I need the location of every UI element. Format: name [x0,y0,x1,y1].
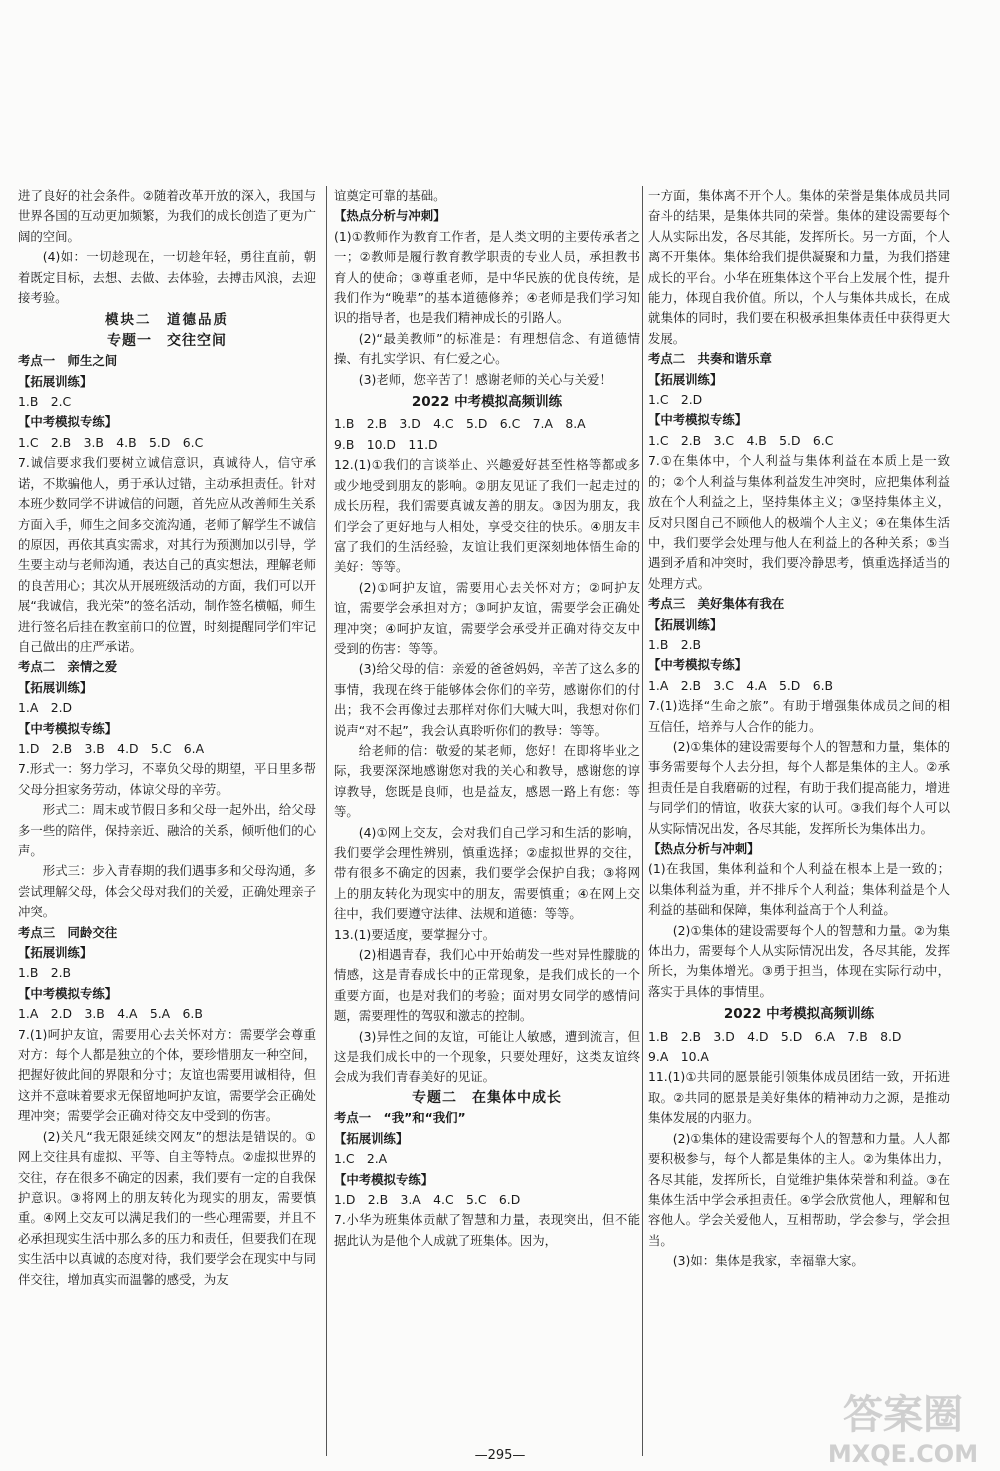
answer-paragraph: (4)如：一切趁现在，一切趁年轻，勇往直前，朝着既定目标，去想、去做、去体验，去搏击风浪，去迎接考验。 [18,249,316,306]
answer-paragraph: 7.①在集体中，个人利益与集体利益在本质上是一致的；②个人利益与集体利益发生冲突时，应把集体利益放在个人利益之上，坚持集体主义；③坚持集体主义，反对只图自己不顾他人的极端个人主义；④在集体生活中，我们要学会处理与他人在利益上的各种关系；⑤当遇到矛盾和冲突时，我们要冷静思考，慎重选择适当的处理方式。 [648,453,950,591]
answer-paragraph: 1.B 2.B 3.D 4.C 5.D 6.C 7.A 8.A [334,416,586,432]
answer-paragraph: 9.A 10.A [648,1049,709,1065]
answer-paragraph: (2)①集体的建设需要每个人的智慧和力量。②为集体出力，需要每个人从实际情况出发，各尽其能，发挥所长，为集体增光。③勇于担当，体现在实际行动中，落实于具体的事情里。 [648,922,950,999]
answer-paragraph: 1.B 2.C [18,394,72,410]
exam-point-heading: 考点二 亲情之爱 [18,659,118,675]
section-tag: 【中考模拟专练】 [18,985,118,1001]
answer-paragraph: 1.B 2.B [648,636,702,652]
answer-paragraph: (1)在我国，集体利益和个人利益在根本上是一致的；以集体利益为重，并不排斥个人利益；集体利益是个人利益的基础和保障，集体利益高于个人利益。 [648,861,950,918]
answer-paragraph: 7.(1)呵护友谊，需要用心去关怀对方：需要学会尊重对方：每个人都是独立的个体，要珍惜朋友一种空间，把握好彼此间的界限和分寸；友谊也需要用诚相待，但这并不意味着要求无保留地呵护友谊，需要学会正确处理冲突；需要学会正确对待交友中受到的伤害。 [18,1026,316,1124]
practice-heading: 2022 中考模拟高频训练 [411,394,563,411]
right-column [648,186,950,1272]
answer-paragraph: 1.C 2.A [334,1151,388,1167]
answer-paragraph: 一方面，集体离不开个人。集体的荣誉是集体成员共同奋斗的结果，是集体共同的荣誉。集体的建设需要每个人从实际出发，各尽其能，发挥所长。另一方面，个人离不开集体。集体给我们提供凝聚和力量，为我们搭建成长的平台。小华在班集体这个平台上发展个性，提升能力，体现自我价值。所以，个人与集体共成长，在成就集体的同时，我们要在积极承担集体责任中获得更大发展。 [648,188,950,346]
answer-paragraph: 12.(1)①我们的言谈举止、兴趣爱好甚至性格等都或多或少地受到朋友的影响。②朋友见证了我们一起走过的成长历程，我们需要真诚友善的朋友。③因为朋友，我们学会了更好地与人相处，享受交往的快乐。④朋友丰富了我们的生活经验，友谊让我们更深刻地体悟生命的美好：等等。 [334,457,640,575]
answer-paragraph: (3)给父母的信：亲爱的爸爸妈妈，辛苦了这么多的事情，我现在终于能够体会你们的辛劳，感谢你们的付出；我不会再像过去那样对你们大喊大叫，我想对你们说声“对不起”，我会认真聆听你们的教导：等等。 [334,661,640,738]
answer-paragraph: 形式二：周末或节假日多和父母一起外出，给父母多一些的陪伴，保持亲近、融洽的关系，倾听他们的心声。 [18,802,316,858]
answer-paragraph: (4)①网上交友，会对我们自己学习和生活的影响，我们要学会理性辨别，慎重选择；②虚拟世界的交往，带有很多不确定的因素，我们要学会保护自我；③将网上的朋友转化为现实中的朋友，需要慎重；④在网上交往中，我们要遵守法律、法规和道德：等等。 [334,824,640,922]
section-tag: 【拓展训练】 [18,679,93,695]
practice-heading: 2022 中考模拟高频训练 [723,1006,875,1023]
exam-point-heading: 考点三 同龄交往 [18,924,118,940]
answer-paragraph: 给老师的信：敬爱的某老师，您好！在即将毕业之际，我要深深地感谢您对我的关心和教导，感谢您的谆谆教导，您既是良师，也是益友，感恩一路上有您：等等。 [334,742,640,820]
answer-paragraph: 13.(1)要适度，要掌握分寸。 [334,926,496,942]
answer-paragraph: (3)如：集体是我家，幸福靠大家。 [672,1253,864,1269]
module-heading: 模块二 道德品质 [105,312,229,329]
answer-paragraph: (2)①集体的建设需要每个人的智慧和力量，集体的事务需要每个人去分担，每个人都是集体的主人。②承担责任是自我磨砺的过程，有助于我们提高能力，增进与同学们的情谊，收获大家的认可。③我们每个人可以从实际情况出发，各尽其能，发挥所长为集体出力。 [648,738,950,836]
answer-paragraph: 1.C 2.D [648,392,703,408]
section-tag: 【热点分析与冲刺】 [334,208,446,224]
answer-paragraph: 1.D 2.B 3.A 4.C 5.C 6.D [334,1191,521,1207]
answer-paragraph: 1.C 2.B 3.C 4.B 5.D 6.C [648,432,834,448]
topic-heading: 专题二 在集体中成长 [412,1089,562,1106]
answer-paragraph: 1.C 2.B 3.B 4.B 5.D 6.C [18,434,204,450]
answer-paragraph: 1.D 2.B 3.B 4.D 5.C 6.A [18,740,205,756]
answer-paragraph: 谊奠定可靠的基础。 [334,188,446,203]
answer-paragraph: (2)①集体的建设需要每个人的智慧和力量。人人都要积极参与，每个人都是集体的主人。②为集体出力，各尽其能，发挥所长，自觉维护集体荣誉和利益。③在集体生活中学会承担责任。④学会欣赏他人，理解和包容他人。学会关爱他人，互相帮助，学会参与，学会担当。 [648,1130,950,1248]
answer-paragraph: 1.B 2.B [18,965,72,981]
section-tag: 【热点分析与冲刺】 [648,841,760,856]
answer-paragraph: (2)“最美教师”的标准是：有理想信念、有道德情操、有扎实学识、有仁爱之心。 [334,330,640,367]
answer-paragraph: 7.小华为班集体贡献了智慧和力量，表现突出，但不能据此认为是他个人成就了班集体。因为， [334,1212,640,1248]
exam-point-heading: 考点三 美好集体有我在 [648,596,785,612]
page-number: —295— [474,1448,526,1463]
watermark-logo [818,1382,988,1468]
answer-paragraph: 9.B 10.D 11.D [334,436,438,452]
answer-paragraph: 7.形式一：努力学习，不辜负父母的期望，平日里多帮父母分担家务劳动，体谅父母的辛劳。 [18,761,316,797]
section-tag: 【中考模拟专练】 [334,1171,434,1187]
answer-paragraph: 1.A 2.D [18,700,73,716]
answer-paragraph: 11.(1)①共同的愿景能引领集体成员团结一致，开拓进取。②共同的愿景是美好集体的精神动力之源，是推动集体发展的内驱力。 [648,1069,950,1126]
answer-paragraph: (2)相遇青春，我们心中开始萌发一些对异性朦胧的情感，这是青春成长中的正常现象，是我们成长的一个重要方面，也是对我们的考验；面对男女同学的感情问题，需要理性的驾驭和激志的控制。 [334,947,640,1024]
answer-paragraph: 形式三：步入青春期的我们遇事多和父母沟通，多尝试理解父母，体会父母对我们的关爱，正确处理亲子冲突。 [18,863,316,920]
section-tag: 【中考模拟专练】 [648,657,748,673]
answer-paragraph: 1.B 2.B 3.D 4.D 5.D 6.A 7.B 8.D [648,1028,902,1044]
exam-point-heading: 考点二 共奏和谐乐章 [648,351,772,367]
exam-point-heading: 考点一 师生之间 [18,353,118,369]
answer-paragraph: 1.A 2.B 3.C 4.A 5.D 6.B [648,677,834,693]
answer-paragraph: (1)①教师作为教育工作者，是人类文明的主要传承者之一；②教师是履行教育教学职责的专业人员，承担教书育人的使命；③尊重老师，是中华民族的优良传统，是我们作为“晚辈”的基本道德修养；④老师是我们学习知识的指导者，也是我们精神成长的引路人。 [334,228,640,326]
answer-paragraph: 7.诚信要求我们要树立诚信意识，真诚待人，信守承诺，不欺骗他人，勇于承认过错，主动承担责任。针对本班少数同学不讲诚信的问题，首先应从改善师生关系方面入手，师生之间多交流沟通，老师了解学生不诚信的原因，再依其真实需求，对其行为预测加以引导，学生要主动与老师沟通，表达自己的真实想法，理解老师的良苦用心；其次从开展班级活动的方面，我们可以开展“我诚信，我光荣”的签名活动，制作签名横幅，师生进行签名后挂在教室前口的位置，时刻提醒同学们牢记自己做出的庄严承诺。 [18,455,316,654]
exam-point-heading: 考点一 “我”和“我们” [334,1110,466,1126]
answer-paragraph: (2)①呵护友谊，需要用心去关怀对方；②呵护友谊，需要学会承担对方；③呵护友谊，需要学会正确处理冲突；④呵护友谊，需要学会承受并正确对待交友中受到的伤害：等等。 [334,579,640,656]
section-tag: 【拓展训练】 [648,616,723,632]
column-divider [642,186,643,1456]
answer-paragraph: 1.A 2.D 3.B 4.A 5.A 6.B [18,1006,203,1022]
answer-paragraph: (3)老师，您辛苦了！感谢老师的关心与关爱！ [358,371,612,387]
topic-heading: 专题一 交往空间 [107,332,227,349]
left-column [18,186,316,1290]
section-tag: 【拓展训练】 [334,1130,409,1146]
section-tag: 【中考模拟专练】 [18,414,118,430]
answer-paragraph: 进了良好的社会条件。②随着改革开放的深入，我国与世界各国的互动更加频繁，为我们的成长创造了更为广阔的空间。 [18,188,316,244]
section-tag: 【拓展训练】 [648,371,723,387]
middle-column [334,186,640,1251]
answer-paragraph: 7.(1)选择“生命之旅”。有助于增强集体成员之间的相互信任，培养与人合作的能力。 [648,698,950,734]
column-divider [326,186,327,1456]
answer-paragraph: (3)异性之间的友谊，可能让人敏感，遭到流言，但这是我们成长中的一个现象，只要处理好，这类友谊终会成为我们青春美好的见证。 [334,1028,640,1085]
section-tag: 【中考模拟专练】 [18,720,118,736]
watermark-url: MXQE.COM [827,1440,979,1468]
section-tag: 【拓展训练】 [18,945,93,961]
section-tag: 【拓展训练】 [18,373,93,389]
watermark-logo-text: 答案圈 [843,1392,963,1438]
answer-paragraph: (2)关凡“我无限延续交网友”的想法是错误的。①网上交往具有虚拟、平等、自主等特点。②虚拟世界的交往，存在很多不确定的因素，我们要有一定的自我保护意识。③将网上的朋友转化为现实的朋友，需要慎重。④网上交友可以满足我们的一些心理需要，并且不必承担现实生活中那么多的压力和责任，但要我们在现实生活中以真诚的态度对待，我们要学会在现实中与同伴交往，增加真实而温馨的感受，为友 [18,1128,316,1287]
section-tag: 【中考模拟专练】 [648,412,748,428]
